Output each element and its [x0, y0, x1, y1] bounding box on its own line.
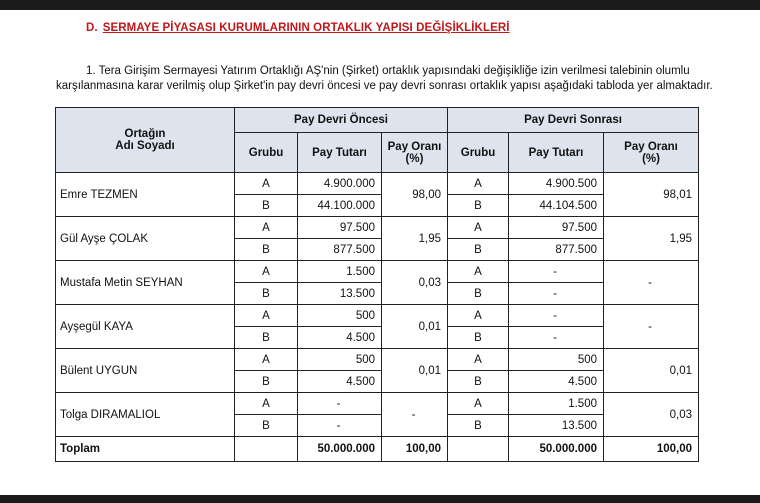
total-before-group — [235, 437, 298, 462]
before-ratio: 0,03 — [382, 261, 448, 305]
table-row — [56, 349, 699, 371]
table-row — [56, 393, 699, 415]
after-group-b: B — [448, 283, 509, 305]
after-amount-b: 4.500 — [509, 371, 604, 393]
header-after-group: Grubu — [448, 133, 509, 173]
before-amount-a: 97.500 — [298, 217, 382, 239]
section-heading — [86, 22, 510, 34]
before-amount-b: 4.500 — [298, 371, 382, 393]
before-amount-a: - — [298, 393, 382, 415]
after-group-a: A — [448, 217, 509, 239]
before-group-b: B — [235, 195, 298, 217]
after-amount-a: 4.900.500 — [509, 173, 604, 195]
header-after: Pay Devri Sonrası — [448, 108, 699, 133]
header-name-line-2: Adı Soyadı — [115, 140, 175, 152]
shareholder-name: Mustafa Metin SEYHAN — [56, 261, 235, 305]
after-amount-a: 500 — [509, 349, 604, 371]
after-amount-a: 97.500 — [509, 217, 604, 239]
header-before-amount: Pay Tutarı — [298, 133, 382, 173]
paragraph-line-1: 1. Tera Girişim Sermayesi Yatırım Ortaklığı AŞ'nin (Şirket) ortaklık yapısındaki değişikliğe izin verilmesi talebinin olumlu — [86, 65, 690, 77]
before-group-a: A — [235, 305, 298, 327]
after-group-a: A — [448, 393, 509, 415]
total-after-ratio: 100,00 — [604, 437, 699, 462]
after-ratio: 1,95 — [604, 217, 699, 261]
after-group-b: B — [448, 415, 509, 437]
table-row — [56, 261, 699, 283]
section-title: SERMAYE PİYASASI KURUMLARININ ORTAKLIK YAPISI DEĞİŞİKLİKLERİ — [102, 22, 510, 34]
paragraph-line-2: karşılanmasına karar verilmiş olup Şirket'in pay devri öncesi ve pay devri sonrası ortaklık yapısı aşağıdaki tabloda yer almaktadır. — [56, 80, 713, 92]
top-bar — [0, 0, 760, 10]
header-before: Pay Devri Öncesi — [235, 108, 448, 133]
total-before-amount: 50.000.000 — [298, 437, 382, 462]
before-amount-a: 500 — [298, 349, 382, 371]
before-amount-b: 44.100.000 — [298, 195, 382, 217]
before-group-b: B — [235, 415, 298, 437]
section-letter: D. — [86, 22, 98, 34]
shareholder-name: Tolga DIRAMALIOL — [56, 393, 235, 437]
table-row — [56, 305, 699, 327]
table-row — [56, 173, 699, 195]
before-amount-a: 500 — [298, 305, 382, 327]
shareholding-table — [55, 107, 699, 462]
after-amount-b: - — [509, 327, 604, 349]
header-after-amount: Pay Tutarı — [509, 133, 604, 173]
before-ratio: 98,00 — [382, 173, 448, 217]
before-group-b: B — [235, 283, 298, 305]
after-amount-a: - — [509, 305, 604, 327]
before-ratio: 0,01 — [382, 349, 448, 393]
after-amount-b: 13.500 — [509, 415, 604, 437]
header-before-ratio — [382, 133, 448, 173]
total-label: Toplam — [56, 437, 235, 462]
before-group-a: A — [235, 217, 298, 239]
before-ratio: 1,95 — [382, 217, 448, 261]
after-ratio: 0,03 — [604, 393, 699, 437]
before-amount-b: 877.500 — [298, 239, 382, 261]
after-group-a: A — [448, 349, 509, 371]
header-name-line-1: Ortağın — [124, 128, 166, 140]
after-group-b: B — [448, 371, 509, 393]
total-before-ratio: 100,00 — [382, 437, 448, 462]
table-row — [56, 217, 699, 239]
before-group-a: A — [235, 349, 298, 371]
after-group-a: A — [448, 261, 509, 283]
total-after-group — [448, 437, 509, 462]
after-amount-a: - — [509, 261, 604, 283]
after-group-a: A — [448, 305, 509, 327]
before-amount-b: 13.500 — [298, 283, 382, 305]
before-ratio: 0,01 — [382, 305, 448, 349]
bottom-bar — [0, 495, 760, 503]
shareholder-name: Bülent UYGUN — [56, 349, 235, 393]
header-name — [56, 108, 235, 173]
before-amount-b: 4.500 — [298, 327, 382, 349]
shareholder-name: Emre TEZMEN — [56, 173, 235, 217]
header-before-group: Grubu — [235, 133, 298, 173]
after-amount-b: - — [509, 283, 604, 305]
before-amount-a: 1.500 — [298, 261, 382, 283]
before-group-a: A — [235, 261, 298, 283]
header-after-ratio-line-1: Pay Oranı — [624, 140, 678, 153]
after-amount-a: 1.500 — [509, 393, 604, 415]
header-before-ratio-line-2: (%) — [405, 152, 424, 165]
before-group-b: B — [235, 327, 298, 349]
before-ratio: - — [382, 393, 448, 437]
total-after-amount: 50.000.000 — [509, 437, 604, 462]
after-group-b: B — [448, 239, 509, 261]
header-row-1 — [56, 108, 699, 133]
shareholder-name: Gül Ayşe ÇOLAK — [56, 217, 235, 261]
after-amount-b: 44.104.500 — [509, 195, 604, 217]
intro-paragraph — [56, 64, 716, 94]
after-group-a: A — [448, 173, 509, 195]
before-group-a: A — [235, 173, 298, 195]
before-group-b: B — [235, 239, 298, 261]
before-amount-b: - — [298, 415, 382, 437]
after-group-b: B — [448, 195, 509, 217]
after-amount-b: 877.500 — [509, 239, 604, 261]
after-ratio: 0,01 — [604, 349, 699, 393]
shareholder-name: Ayşegül KAYA — [56, 305, 235, 349]
before-amount-a: 4.900.000 — [298, 173, 382, 195]
total-row — [56, 437, 699, 462]
after-ratio: - — [604, 261, 699, 305]
after-group-b: B — [448, 327, 509, 349]
header-after-ratio-line-2: (%) — [642, 152, 660, 165]
after-ratio: 98,01 — [604, 173, 699, 217]
before-group-b: B — [235, 371, 298, 393]
header-after-ratio — [604, 133, 699, 173]
before-group-a: A — [235, 393, 298, 415]
after-ratio: - — [604, 305, 699, 349]
header-before-ratio-line-1: Pay Oranı — [387, 140, 442, 153]
